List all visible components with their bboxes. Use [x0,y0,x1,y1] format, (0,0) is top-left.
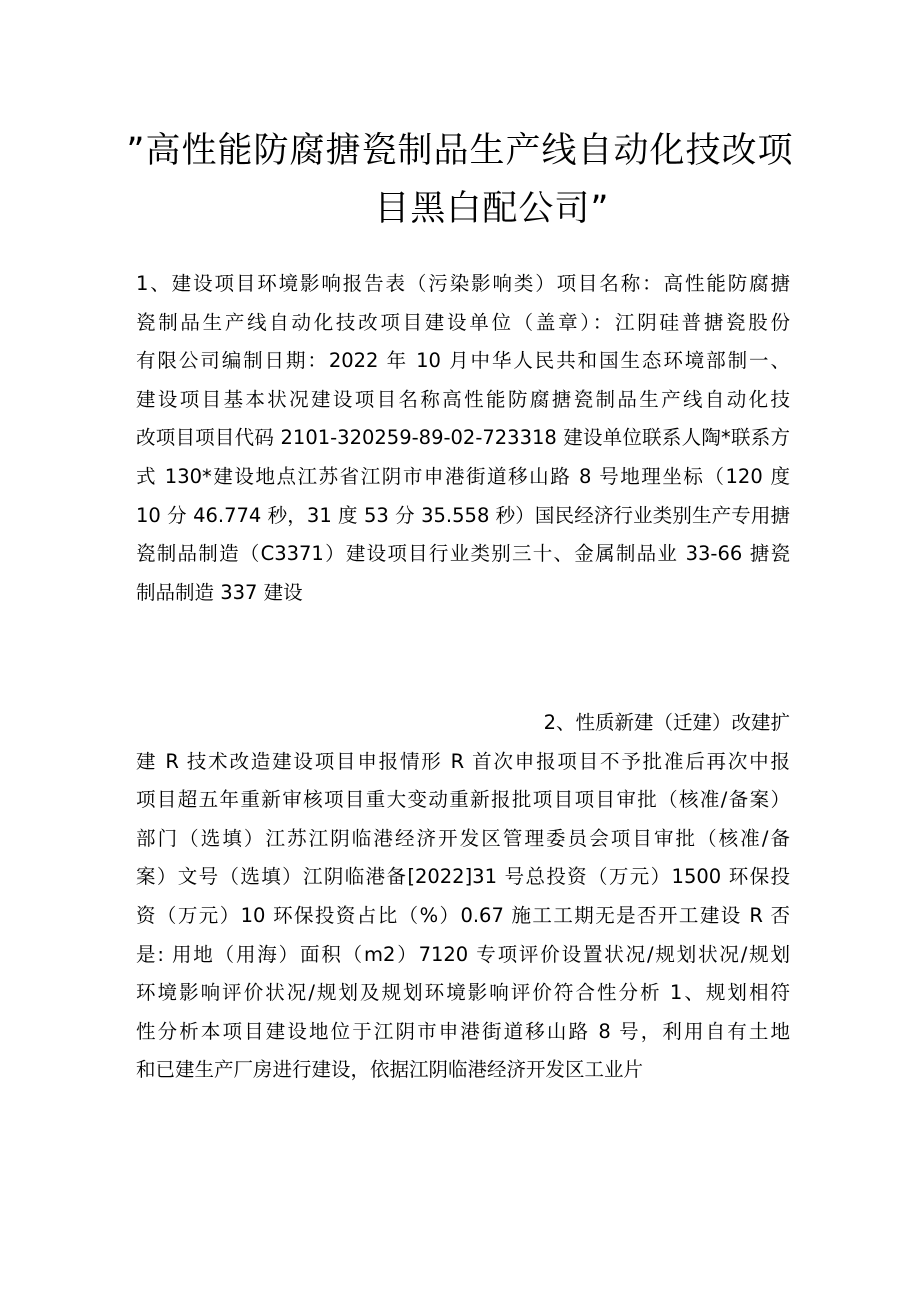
text-line: 建设项目基本状况建设项目名称高性能防腐搪瓷制品生产线自动化技 [136,387,790,411]
title-line: 目黑白配公司” [374,189,610,229]
text-line: 有限公司编制日期：2022 年 10 月中华人民共和国生态环境部制一、 [136,349,790,373]
text-line: 瓷制品制造（C3371）建设项目行业类别三十、金属制品业 33-66 搪瓷 [136,542,790,566]
text-line: 改项目项目代码 2101-320259-89-02-723318 建设单位联系人陶*联系方 [136,426,790,450]
text-line: 制品制造 337 建设 [136,580,303,604]
text-line: 和已建生产厂房进行建设，依据江阴临港经济开发区工业片 [136,1058,644,1082]
text-line: 环境影响评价状况/规划及规划环境影响评价符合性分析 1、规划相符 [136,981,790,1005]
text-line: 建 R 技术改造建设项目申报情形 R 首次申报项目不予批准后再次中报 [136,749,790,773]
title-line: ”高性能防腐搪瓷制品生产线自动化技改项 [126,131,794,171]
text-line: 是: 用地（用海）面积（m2）7120 专项评价设置状况/规划状况/规划 [136,942,790,966]
text-line: 资（万元）10 环保投资占比（%）0.67 施工工期无是否开工建设 R 否 [136,903,790,927]
body-paragraph-1 [136,265,790,612]
text-line: 案）文号（选填）江阴临港备[2022]31 号总投资（万元）1500 环保投 [136,865,790,889]
text-line: 1、建设项目环境影响报告表（污染影响类）项目名称：高性能防腐搪 [136,272,790,295]
body-paragraph-2 [136,704,790,1090]
text-line: 部门（选填）江苏江阴临港经济开发区管理委员会项目审批（核准/备 [136,826,790,850]
text-line: 瓷制品生产线自动化技改项目建设单位（盖章）：江阴硅普搪瓷股份 [136,310,790,334]
document-title [0,122,920,238]
text-line: 10 分 46.774 秒，31 度 53 分 35.558 秒）国民经济行业类别生产专用搪 [136,503,790,527]
text-line: 项目超五年重新审核项目重大变动重新报批项目项目审批（核准/备案） [136,788,790,812]
text-line: 式 130*建设地点江苏省江阴市申港街道移山路 8 号地理坐标（120 度 [136,464,790,488]
text-line: 性分析本项目建设地位于江阴市申港街道移山路 8 号，利用自有土地 [136,1019,790,1043]
text-line: 2、性质新建（迁建）改建扩 [543,711,790,734]
